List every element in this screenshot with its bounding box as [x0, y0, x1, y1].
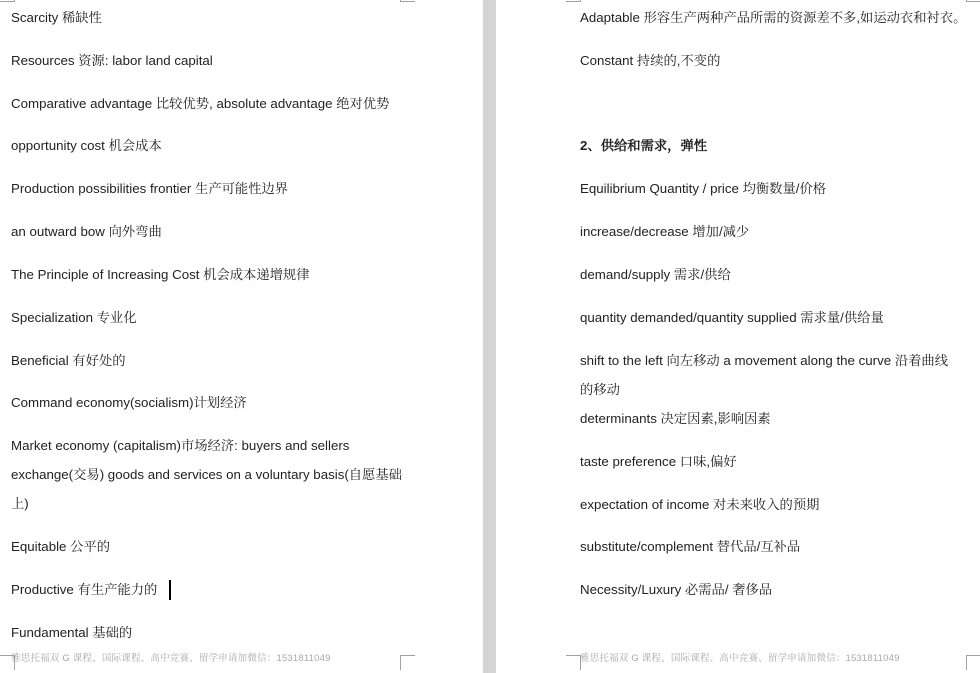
text-line: Productive 有生产能力的	[11, 582, 158, 597]
text-line: determinants 决定因素,影响因素	[580, 411, 771, 426]
text-line: Necessity/Luxury 必需品/ 奢侈品	[580, 582, 773, 597]
text-line: Scarcity 稀缺性	[11, 10, 102, 25]
margin-mark	[966, 655, 980, 670]
text-line: Comparative advantage 比较优势, absolute advantage 绝对优势	[11, 96, 390, 111]
text-line: Beneficial 有好处的	[11, 353, 126, 368]
text-line: Constant 持续的,不变的	[580, 53, 721, 68]
text-line: Command economy(socialism)计划经济	[11, 395, 247, 410]
text-line: Resources 资源: labor land capital	[11, 53, 213, 68]
text-line: Equilibrium Quantity / price 均衡数量/价格	[580, 181, 827, 196]
text-line: an outward bow 向外弯曲	[11, 224, 162, 239]
text-line: 上)	[11, 496, 29, 511]
text-line: quantity demanded/quantity supplied 需求量/供给量	[580, 310, 884, 325]
text-line: demand/supply 需求/供给	[580, 267, 731, 282]
text-line: Equitable 公平的	[11, 539, 111, 554]
text-line: opportunity cost 机会成本	[11, 138, 162, 153]
text-line-with-cursor	[11, 575, 171, 604]
document-page-left[interactable]	[0, 0, 483, 673]
document-page-right[interactable]	[496, 0, 980, 673]
text-line: taste preference 口味,偏好	[580, 454, 737, 469]
text-line: Specialization 专业化	[11, 310, 137, 325]
page-gap	[483, 0, 496, 673]
margin-mark	[566, 655, 581, 670]
text-cursor	[169, 580, 171, 600]
text-line: substitute/complement 替代品/互补品	[580, 539, 801, 554]
text-line: increase/decrease 增加/减少	[580, 224, 750, 239]
text-line: Adaptable 形容生产两种产品所需的资源差不多,如运动衣和衬衣。	[580, 10, 967, 25]
text-line: Production possibilities frontier 生产可能性边界	[11, 181, 289, 196]
section-heading: 2、供给和需求，弹性	[580, 138, 708, 153]
text-line: shift to the left 向左移动 a movement along the curve 沿着曲线	[580, 353, 949, 368]
margin-mark	[566, 0, 581, 2]
text-line: expectation of income 对未来收入的预期	[580, 497, 820, 512]
margin-mark	[400, 655, 415, 670]
text-line: Fundamental 基础的	[11, 625, 133, 640]
text-line: Market economy (capitalism)市场经济: buyers and sellers	[11, 438, 350, 453]
margin-mark	[0, 655, 15, 670]
page-footer: 雅思托福双 G 课程、国际课程、高中竞赛、留学申请加微信：1531811049	[11, 653, 331, 664]
margin-mark	[400, 0, 415, 2]
margin-mark	[0, 0, 15, 2]
page-footer: 雅思托福双 G 课程、国际课程、高中竞赛、留学申请加微信：1531811049	[580, 653, 900, 664]
text-line: 的移动	[580, 382, 620, 397]
margin-mark	[966, 0, 980, 2]
text-line: exchange(交易) goods and services on a voluntary basis(自愿基础	[11, 467, 402, 482]
text-line: The Principle of Increasing Cost 机会成本递增规律	[11, 267, 310, 282]
